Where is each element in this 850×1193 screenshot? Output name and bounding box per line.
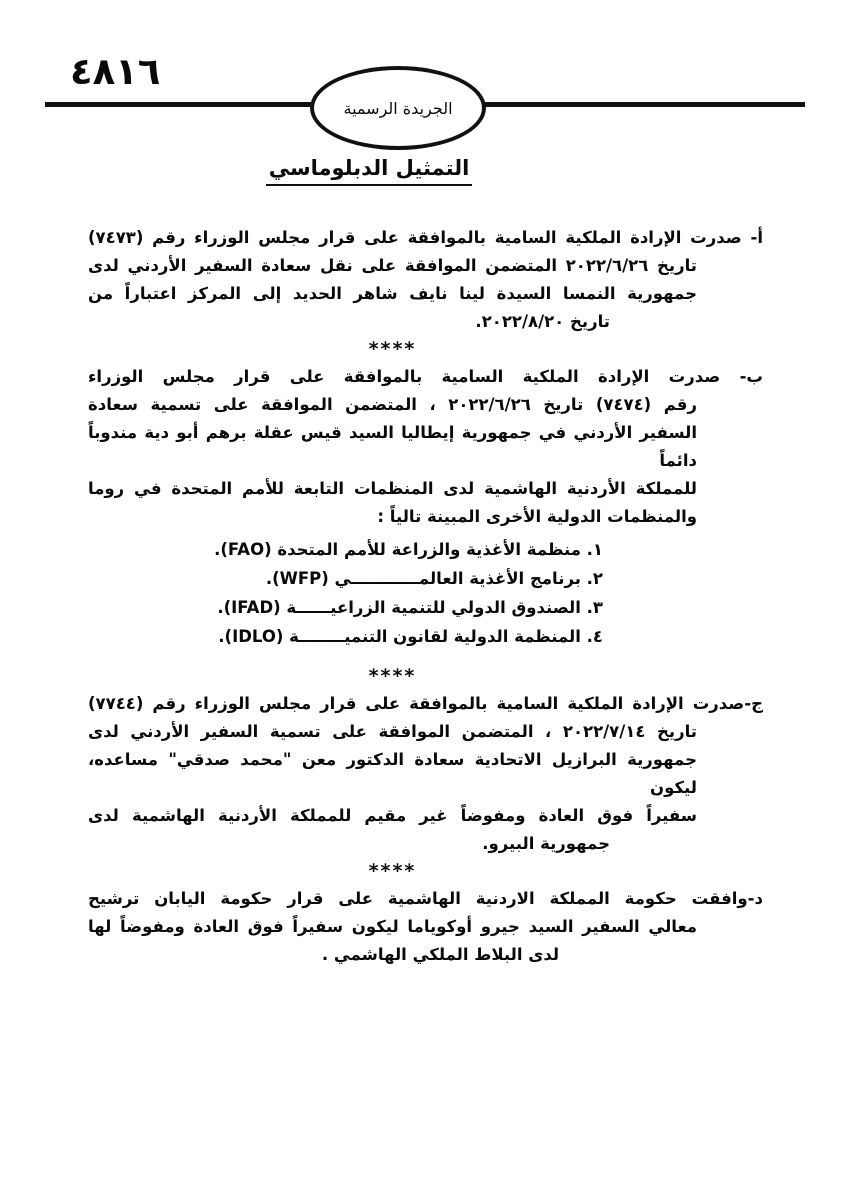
list-item-fao: ١. منظمة الأغذية والزراعة للأمم المتحدة (FAO). xyxy=(214,540,603,559)
text-line: جمهورية البيرو. xyxy=(482,834,610,853)
page-number: ٤٨١٦ xyxy=(70,50,161,93)
text-line: د-وافقت حكومة المملكة الاردنية الهاشمية على قرار حكومة اليابان ترشيح xyxy=(88,889,763,908)
text-line: جمهورية النمسا السيدة لينا نايف شاهر الحديد إلى المركز اعتباراً من xyxy=(88,284,697,303)
masthead-ellipse xyxy=(310,66,486,150)
list-item-idlo: ٤. المنظمة الدولية لقانون التنميــــــــة (IDLO). xyxy=(218,627,603,646)
paragraph-c xyxy=(88,690,763,858)
text-line: السفير الأردني في جمهورية إيطاليا السيد قيس عقلة برهم أبو دية مندوباً دائماً xyxy=(88,423,697,470)
text-line: تاريخ ٢٠٢٢/٦/٢٦ المتضمن الموافقة على نقل سعادة السفير الأردني لدى xyxy=(88,256,697,275)
text-line: أ- صدرت الإرادة الملكية السامية بالموافقة على قرار مجلس الوزراء رقم (٧٤٧٣) xyxy=(88,228,763,247)
list-item-ifad: ٣. الصندوق الدولي للتنمية الزراعيــــــة (IFAD). xyxy=(217,598,603,617)
text-line: تاريخ ٢٠٢٢/٧/١٤ ، المتضمن الموافقة على تسمية السفير الأردني لدى xyxy=(88,722,697,741)
text-line: معالي السفير السيد جيرو أوكوياما ليكون سفيراً فوق العادة ومفوضاً لها xyxy=(88,917,697,936)
section-title: التمثيل الدبلوماسي xyxy=(266,156,473,186)
stars-separator: **** xyxy=(368,338,417,360)
text-line: والمنظمات الدولية الأخرى المبينة تالياً : xyxy=(377,507,697,526)
text-line: تاريخ ٢٠٢٢/٨/٢٠. xyxy=(475,312,610,331)
paragraph-d xyxy=(88,885,763,969)
text-line: رقم (٧٤٧٤) تاريخ ٢٠٢٢/٦/٢٦ ، المتضمن الموافقة على تسمية سعادة xyxy=(88,395,697,414)
list-item-wfp: ٢. برنامج الأغذية العالمــــــــــــي (WFP). xyxy=(265,569,603,588)
text-line: جمهورية البرازيل الاتحادية سعادة الدكتور معن "محمد صدقي" مساعده، ليكون xyxy=(88,750,697,797)
text-line: ب- صدرت الإرادة الملكية السامية بالموافقة على قرار مجلس الوزراء xyxy=(88,367,763,386)
text-line: للمملكة الأردنية الهاشمية لدى المنظمات التابعة للأمم المتحدة في روما xyxy=(88,479,697,498)
masthead-label: الجريدة الرسمية xyxy=(343,98,453,118)
document-body xyxy=(88,224,763,969)
paragraph-a xyxy=(88,224,763,336)
section-title-row xyxy=(0,156,738,186)
text-line: لدى البلاط الملكي الهاشمي . xyxy=(321,945,560,964)
stars-separator: **** xyxy=(368,860,417,882)
paragraph-b xyxy=(88,363,763,531)
stars-separator: **** xyxy=(368,665,417,687)
organizations-list xyxy=(88,535,603,651)
text-line: ج-صدرت الإرادة الملكية السامية بالموافقة على قرار مجلس الوزراء رقم (٧٧٤٤) xyxy=(88,694,763,713)
text-line: سفيراً فوق العادة ومفوضاً غير مقيم للمملكة الأردنية الهاشمية لدى xyxy=(88,806,697,825)
